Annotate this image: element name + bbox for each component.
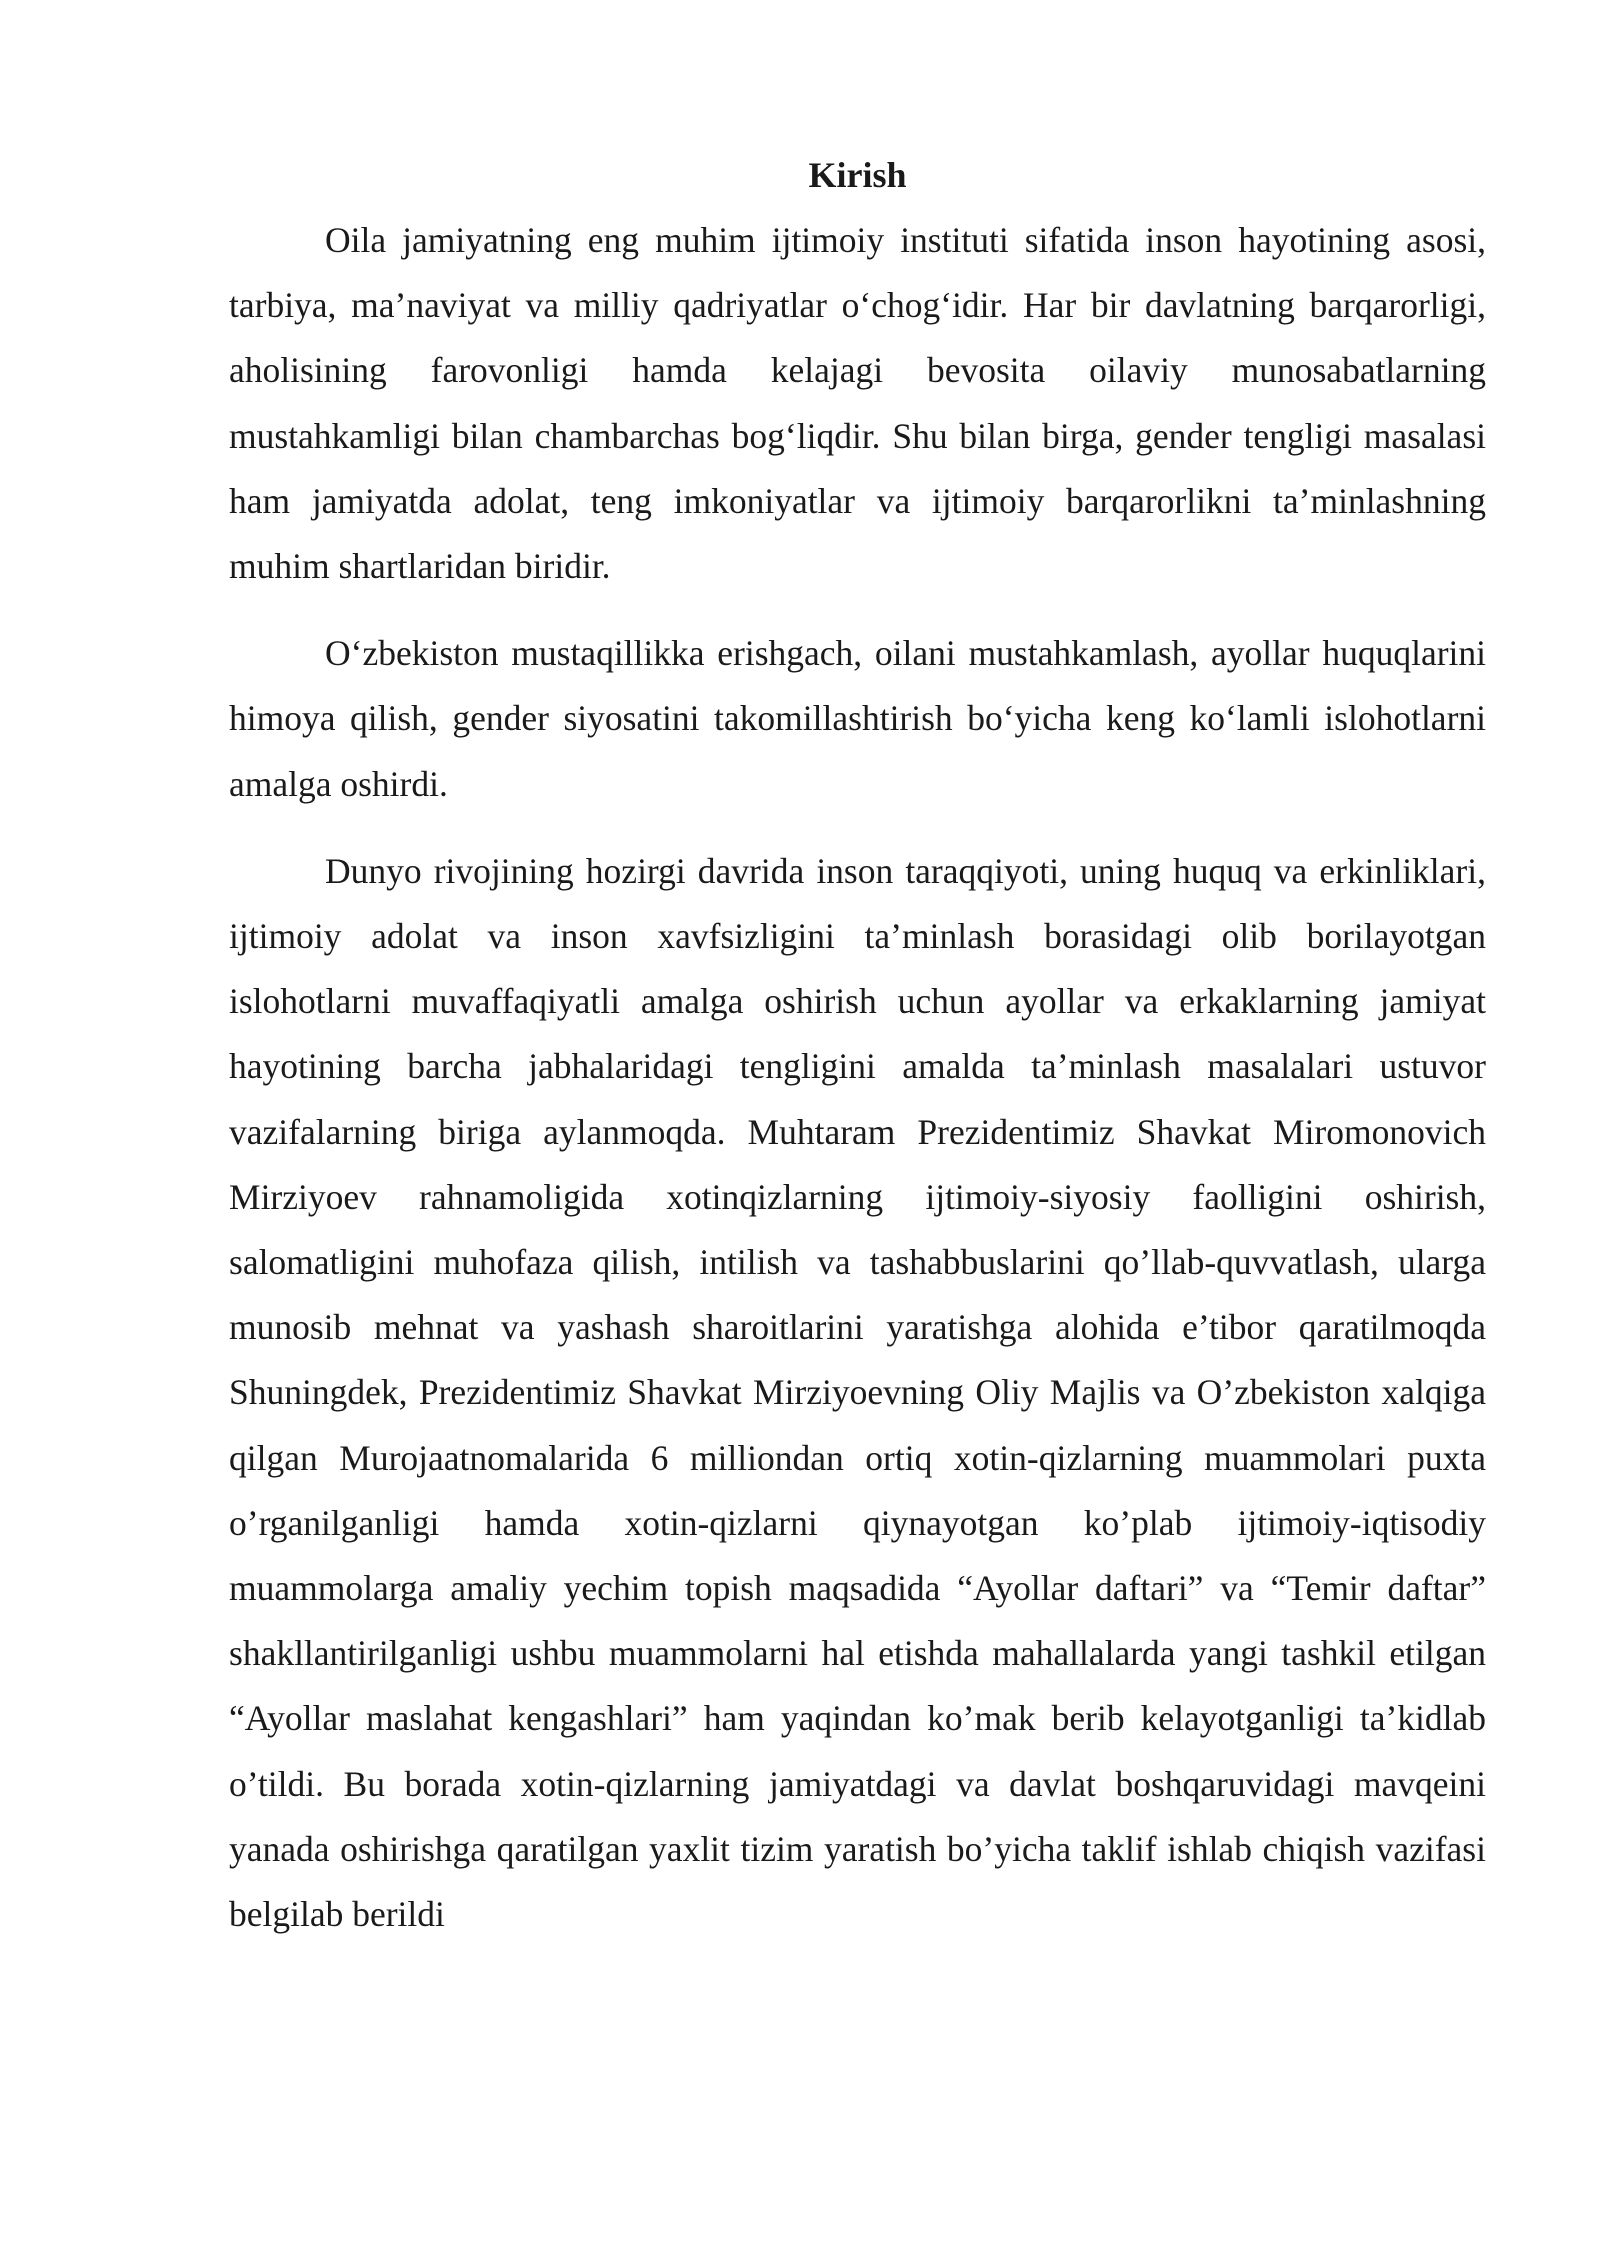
- paragraph-2: O‘zbekiston mustaqillikka erishgach, oilani mustahkamlash, ayollar huquqlarini himoya qilish, gender siyosatini takomillashtirish bo‘yicha keng ko‘lamli islohotlarni amalga oshirdi.: [229, 633, 1486, 804]
- document-body: [229, 143, 1486, 1947]
- paragraph-1: Oila jamiyatning eng muhim ijtimoiy instituti sifatida inson hayotining asosi, tarbiya, ma’naviyat va milliy qadriyatlar o‘chog‘idir. Har bir davlatning barqarorligi, aholisining farovonligi hamda kelajagi bevosita oilaviy munosabatlarning mustahkamligi bilan chambarchas bog‘liqdir. Shu bilan birga, gender tengligi masalasi ham jamiyatda adolat, teng imkoniyatlar va ijtimoiy barqarorlikni ta’minlashning muhim shartlaridan biridir.: [229, 220, 1486, 587]
- paragraph-3: Dunyo rivojining hozirgi davrida inson taraqqiyoti, uning huquq va erkinliklari, ijtimoiy adolat va inson xavfsizligini ta’minlash borasidagi olib borilayotgan islohotlarni muvaffaqiyatli amalga oshirish uchun ayollar va erkaklarning jamiyat hayotining barcha jabhalaridagi tengligini amalda ta’minlash masalalari ustuvor vazifalarning biriga aylanmoqda. Muhtaram Prezidentimiz Shavkat Miromonovich Mirziyoev rahnamoligida xotinqizlarning ijtimoiy-siyosiy faolligini oshirish, salomatligini muhofaza qilish, intilish va tashabbuslarini qo’llab-quvvatlash, ularga munosib mehnat va yashash sharoitlarini yaratishga alohida e’tibor qaratilmoqda Shuningdek, Prezidentimiz Shavkat Mirziyoevning Oliy Majlis va O’zbekiston xalqiga qilgan Murojaatnomalarida 6 milliondan ortiq xotin-qizlarning muammolari puxta o’rganilganligi hamda xotin-qizlarni qiynayotgan ko’plab ijtimoiy-iqtisodiy muammolarga amaliy yechim topish maqsadida “Ayollar daftari” va “Temir daftar” shakllantirilganligi ushbu muammolarni hal etishda mahallalarda yangi tashkil etilgan “Ayollar maslahat kengashlari” ham yaqindan ko’mak berib kelayotganligi ta’kidlab o’tildi. Bu borada xotin-qizlarning jamiyatdagi va davlat boshqaruvidagi mavqeini yanada oshirishga qaratilgan yaxlit tizim yaratish bo’yicha taklif ishlab chiqish vazifasi belgilab berildi: [229, 850, 1486, 1935]
- page-title: Kirish: [808, 155, 907, 195]
